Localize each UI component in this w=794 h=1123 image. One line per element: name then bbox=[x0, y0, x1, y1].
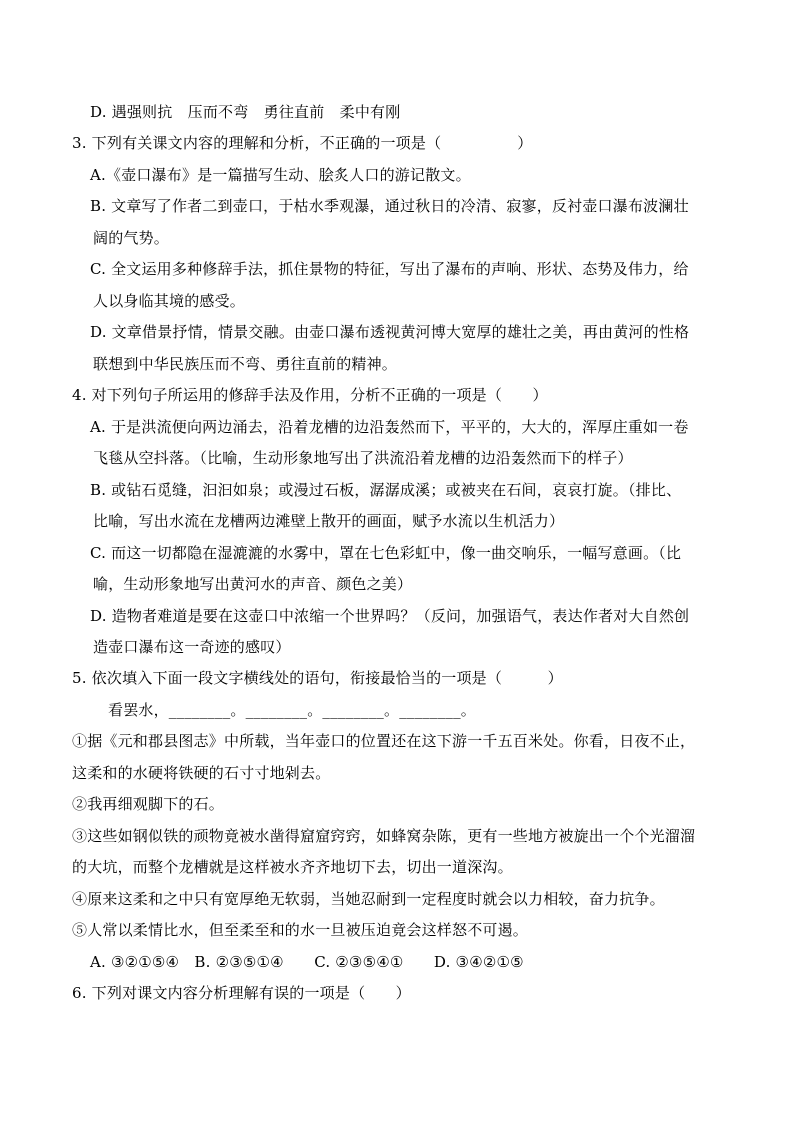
q4-option-b-line1: B. 或钻石觅缝，汩汩如泉；或漫过石板，潺潺成溪；或被夹在石间，哀哀打旋。（排比、 bbox=[90, 481, 682, 499]
q2-option-d: D. 遇强则抗 压而不弯 勇往直前 柔中有刚 bbox=[90, 103, 401, 121]
q5-sentence-3-line2: 的大坑，而整个龙槽就是这样被水齐齐地切下去，切出一道深沟。 bbox=[72, 858, 513, 876]
q5-sentence-5: ⑤人常以柔情比水，但至柔至和的水一旦被压迫竟会这样怒不可遏。 bbox=[72, 921, 529, 939]
q3-option-d-line1: D. 文章借景抒情，情景交融。由壶口瀑布透视黄河博大宽厚的雄壮之美，再由黄河的性格 bbox=[90, 323, 690, 341]
q5-sentence-3-line1: ③这些如钢似铁的顽物竟被水凿得窟窟窍窍，如蜂窝杂陈，更有一些地方被旋出一个个光溜溜 bbox=[72, 827, 696, 845]
q4-option-d-line2: 造壶口瀑布这一奇迹的感叹） bbox=[93, 638, 291, 656]
question-4-stem: 4. 对下列句子所运用的修辞手法及作用，分析不正确的一项是（ ） bbox=[72, 386, 548, 404]
q5-sentence-4: ④原来这柔和之中只有宽厚绝无软弱，当她忍耐到一定程度时就会以力相较，奋力抗争。 bbox=[72, 890, 665, 908]
q4-option-b-line2: 比喻，写出水流在龙槽两边滩壁上散开的画面，赋予水流以生机活力） bbox=[93, 512, 565, 530]
q3-option-a: A.《壶口瀑布》是一篇描写生动、脍炙人口的游记散文。 bbox=[90, 166, 471, 184]
q5-sentence-1-line1: ①据《元和郡县图志》中所载，当年壶口的位置还在这下游一千五百米处。你看，日夜不止， bbox=[72, 732, 696, 750]
q3-option-c-line2: 人以身临其境的感受。 bbox=[93, 292, 246, 310]
question-6-stem: 6. 下列对课文内容分析理解有误的一项是（ ） bbox=[72, 984, 411, 1002]
q5-fill-in-blanks: 看罢水，________。________。________。________。 bbox=[108, 701, 477, 719]
q4-option-a-line2: 飞毯从空抖落。（比喻，生动形象地写出了洪流沿着龙槽的边沿轰然而下的样子） bbox=[93, 449, 633, 467]
q3-option-d-line2: 联想到中华民族压而不弯、勇往直前的精神。 bbox=[93, 355, 398, 373]
q3-option-c-line1: C. 全文运用多种修辞手法，抓住景物的特征，写出了瀑布的声响、形状、态势及伟力，给 bbox=[90, 260, 689, 278]
q3-option-b-line1: B. 文章写了作者二到壶口，于枯水季观瀑，通过秋日的冷清、寂寥，反衬壶口瀑布波澜壮 bbox=[90, 197, 689, 215]
q4-option-c-line2: 喻，生动形象地写出黄河水的声音、颜色之美） bbox=[93, 575, 413, 593]
q5-options: A. ③②①⑤④ B. ②③⑤①④ C. ②③⑤④① D. ③④②①⑤ bbox=[90, 953, 524, 971]
q3-option-b-line2: 阔的气势。 bbox=[93, 229, 170, 247]
question-3-stem: 3. 下列有关课文内容的理解和分析，不正确的一项是（ ） bbox=[72, 134, 533, 152]
q4-option-c-line1: C. 而这一切都隐在湿漉漉的水雾中，罩在七色彩虹中，像一曲交响乐，一幅写意画。（比 bbox=[90, 544, 682, 562]
q4-option-a-line1: A. 于是洪流便向两边涌去，沿着龙槽的边沿轰然而下，平平的，大大的，浑厚庄重如一卷 bbox=[90, 418, 689, 436]
q5-sentence-2: ②我再细观脚下的石。 bbox=[72, 795, 225, 813]
question-5-stem: 5. 依次填入下面一段文字横线处的语句，衔接最恰当的一项是（ ） bbox=[72, 669, 563, 687]
q4-option-d-line1: D. 造物者难道是要在这壶口中浓缩一个世界吗？（反问，加强语气，表达作者对大自然创 bbox=[90, 607, 690, 625]
q5-sentence-1-line2: 这柔和的水硬将铁硬的石寸寸地剁去。 bbox=[72, 764, 331, 782]
